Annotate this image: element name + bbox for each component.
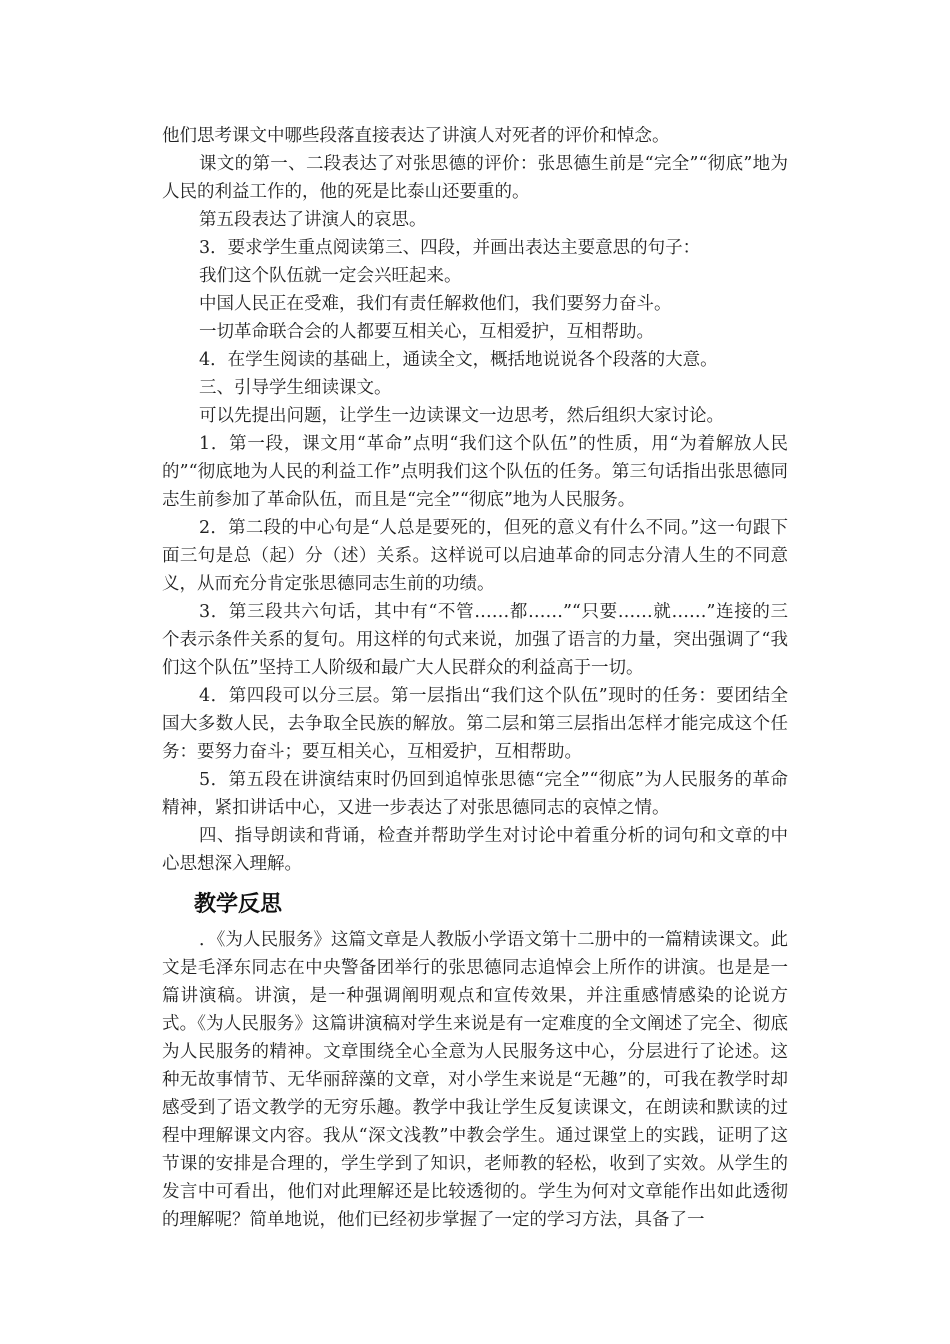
body-paragraph: 可以先提出问题，让学生一边读课文一边思考，然后组织大家讨论。 — [199, 406, 724, 426]
reflection-paragraph: ．《为人民服务》这篇文章是人教版小学语文第十二册中的一篇精读课文。此文是毛泽东同志在中央警备团举行的张思德同志追悼会上所作的讲演。也是是一篇讲演稿。讲演，是一种强调阐明观点和宣传效果，并注重感情感染的论说方式。《为人民服务》这篇讲演稿对学生来说是有一定难度的全文阐述了完全、彻底为人民服务的精神。文章围绕全心全意为人民服务这中心，分层进行了论述。这种无故事情节、无华丽辞藻的文章，对小学生来说是“无趣”的，可我在教学时却感受到了语文教学的无穷乐趣。教学中我让学生反复读课文，在朗读和默读的过程中理解课文内容。我从“深文浅教”中教会学生。通过课堂上的实践，证明了这节课的安排是合理的，学生学到了知识，老师教的轻松，收到了实效。从学生的发言中可看出，他们对此理解还是比较透彻的。学生为何对文章能作出如此透彻的理解呢？简单地说，他们已经初步掌握了一定的学习方法，具备了一 — [162, 930, 788, 1230]
body-paragraph: 4．在学生阅读的基础上，通读全文，概括地说说各个段落的大意。 — [199, 350, 718, 370]
section-heading: 教学反思 — [194, 892, 283, 917]
body-paragraph: 他们思考课文中哪些段落直接表达了讲演人对死者的评价和悼念。 — [162, 126, 670, 146]
body-paragraph: 我们这个队伍就一定会兴旺起来。 — [199, 266, 462, 286]
body-paragraph: 第五段表达了讲演人的哀思。 — [199, 210, 427, 230]
body-paragraph: 3．第三段共六句话，其中有“不管……都……”“只要……就……”连接的三个表示条件关系的复句。用这样的句式来说，加强了语言的力量，突出强调了“我们这个队伍”坚持工人阶级和最广大人民群众的利益高于一切。 — [162, 602, 788, 678]
body-paragraph: 1．第一段，课文用“革命”点明“我们这个队伍”的性质，用“为着解放人民的”“彻底地为人民的利益工作”点明我们这个队伍的任务。第三句话指出张思德同志生前参加了革命队伍，而且是“完全”“彻底”地为人民服务。 — [162, 434, 788, 510]
body-paragraph: 5．第五段在讲演结束时仍回到追悼张思德“完全”“彻底”为人民服务的革命精神，紧扣讲话中心，又进一步表达了对张思德同志的哀悼之情。 — [162, 770, 788, 818]
body-paragraph: 四、指导朗读和背诵，检查并帮助学生对讨论中着重分析的词句和文章的中心思想深入理解。 — [162, 826, 788, 874]
lesson-steps-section — [162, 122, 788, 878]
reflection-section — [162, 926, 788, 1234]
body-paragraph: 2．第二段的中心句是“人总是要死的，但死的意义有什么不同。”这一句跟下面三句是总（起）分（述）关系。这样说可以启迪革命的同志分清人生的不同意义，从而充分肯定张思德同志生前的功绩。 — [162, 518, 788, 594]
body-paragraph: 三、引导学生细读课文。 — [199, 378, 392, 398]
body-paragraph: 一切革命联合会的人都要互相关心，互相爱护，互相帮助。 — [199, 322, 654, 342]
body-paragraph: 课文的第一、二段表达了对张思德的评价：张思德生前是“完全”“彻底”地为人民的利益工作的，他的死是比泰山还要重的。 — [162, 154, 788, 202]
document-body — [162, 122, 788, 1234]
body-paragraph: 3．要求学生重点阅读第三、四段，并画出表达主要意思的句子： — [199, 238, 701, 258]
body-paragraph: 4．第四段可以分三层。第一层指出“我们这个队伍”现时的任务：要团结全国大多数人民，去争取全民族的解放。第二层和第三层指出怎样才能完成这个任务：要努力奋斗；要互相关心，互相爱护，互相帮助。 — [162, 686, 788, 762]
body-paragraph: 中国人民正在受难，我们有责任解救他们，我们要努力奋斗。 — [199, 294, 672, 314]
